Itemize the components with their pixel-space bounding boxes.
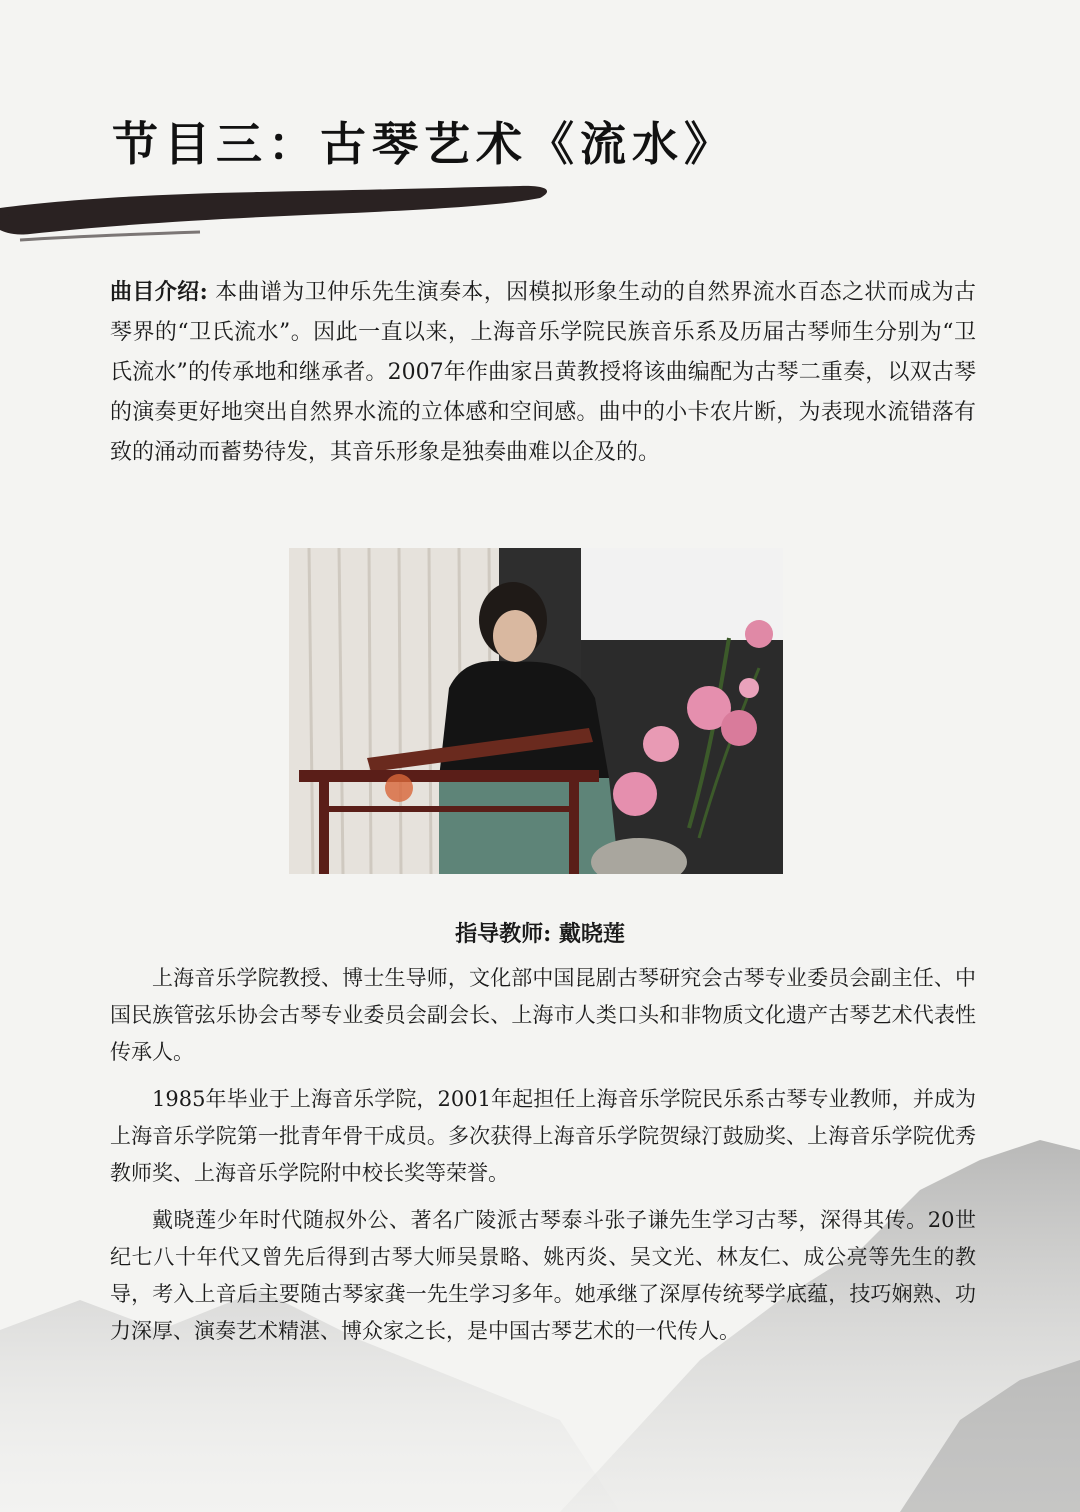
intro-text: 本曲谱为卫仲乐先生演奏本，因模拟形象生动的自然界流水百态之状而成为古琴界的“卫氏流水”。因此一直以来，上海音乐学院民族音乐系及历届古琴师生分别为“卫氏流水”的传承地和继承者。2007年作曲家吕黄教授将该曲编配为古琴二重奏，以双古琴的演奏更好地突出自然界水流的立体感和空间感。曲中的小卡农片断，为表现水流错落有致的涌动而蓄势待发，其音乐形象是独奏曲难以企及的。 (110, 280, 976, 465)
bio-paragraph: 戴晓莲少年时代随叔外公、著名广陵派古琴泰斗张子谦先生学习古琴，深得其传。20世纪七八十年代又曾先后得到古琴大师吴景略、姚丙炎、吴文光、林友仁、成公亮等先生的教导，考入上音后主要随古琴家龚一先生学习多年。她承继了深厚传统琴学底蕴，技巧娴熟、功力深厚、演奏艺术精湛、博众家之长，是中国古琴艺术的一代传人。 (110, 1208, 976, 1343)
intro-label: 曲目介绍: (110, 279, 208, 305)
bio-paragraph: 1985年毕业于上海音乐学院，2001年起担任上海音乐学院民乐系古琴专业教师，并成为上海音乐学院第一批青年骨干成员。多次获得上海音乐学院贺绿汀鼓励奖、上海音乐学院优秀教师奖、上海音乐学院附中校长奖等荣誉。 (110, 1087, 976, 1185)
ink-brush-stroke (0, 170, 560, 250)
page-title: 节目三：古琴艺术《流水》 (112, 117, 736, 171)
teacher-biography (110, 960, 976, 1360)
performance-photo (289, 548, 783, 874)
teacher-heading: 指导教师: 戴晓莲 (455, 921, 625, 947)
program-introduction (110, 272, 976, 473)
bio-paragraph: 上海音乐学院教授、博士生导师，文化部中国昆剧古琴研究会古琴专业委员会副主任、中国民族管弦乐协会古琴专业委员会副会长、上海市人类口头和非物质文化遗产古琴艺术代表性传承人。 (110, 966, 976, 1064)
